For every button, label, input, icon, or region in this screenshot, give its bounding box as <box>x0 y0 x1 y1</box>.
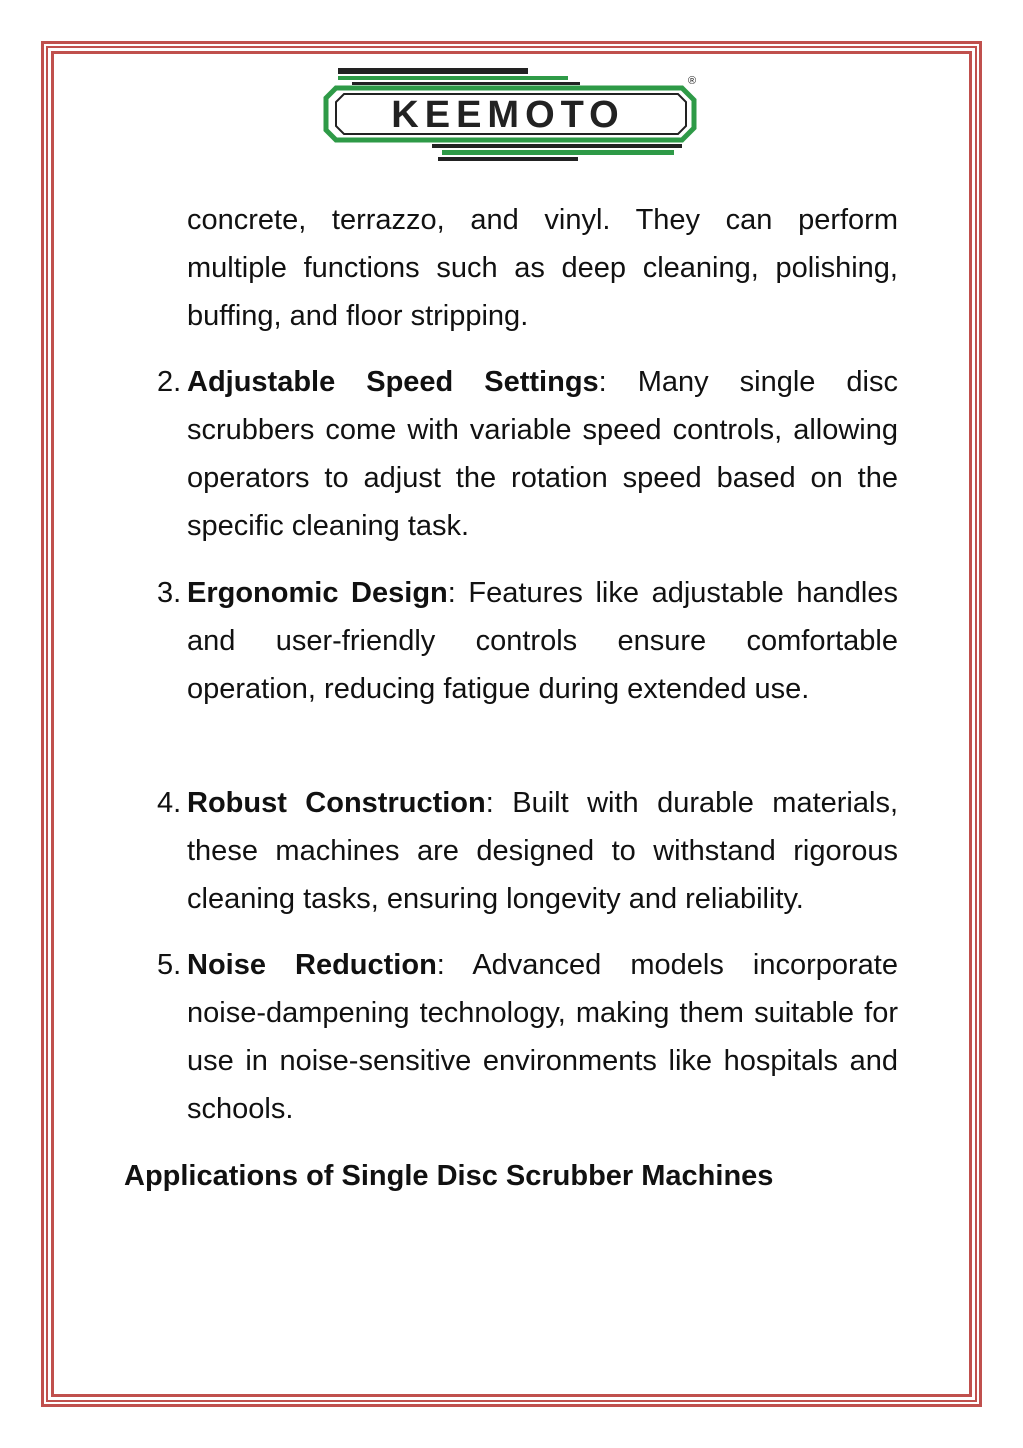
list-item: 5. Noise Reduction: Advanced models incorporate noise-dampening technology, making them suitable for use in noise-sensitive environments like hospitals and schools. <box>130 941 898 1133</box>
keemoto-logo <box>322 64 702 172</box>
list-item: 2. Adjustable Speed Settings: Many single disc scrubbers come with variable speed controls, allowing operators to adjust the rotation speed based on the specific cleaning task. <box>130 358 898 550</box>
item-title: Ergonomic Design <box>187 577 448 609</box>
item-title: Adjustable Speed Settings <box>187 366 599 398</box>
list-number: 4. <box>157 787 182 819</box>
item-text: Many single disc scrubbers come with variable speed controls, allowing operators to adjust the rotation speed based on the specific cleaning task. <box>187 366 898 542</box>
registered-mark: ® <box>688 75 697 87</box>
logo-wordmark: KEEMOTO <box>391 94 625 136</box>
item-text: Features like adjustable handles and user-friendly controls ensure comfortable operation, reducing fatigue during extended use. <box>187 577 898 705</box>
item-text: Built with durable materials, these machines are designed to withstand rigorous cleaning tasks, ensuring longevity and reliability. <box>187 787 899 915</box>
item-text: Advanced models incorporate noise-dampening technology, making them suitable for use in noise-sensitive environments like hospitals and schools. <box>187 949 898 1125</box>
list-number: 5. <box>157 949 182 981</box>
item-title: Noise Reduction <box>187 949 437 981</box>
section-heading: Applications of Single Disc Scrubber Machines <box>124 1160 774 1192</box>
list-number: 3. <box>157 577 182 609</box>
list-number: 2. <box>157 366 182 398</box>
list-item: 3. Ergonomic Design: Features like adjustable handles and user-friendly controls ensure comfortable operation, reducing fatigue during extended use. <box>130 569 898 713</box>
list-item: 4. Robust Construction: Built with durable materials, these machines are designed to withstand rigorous cleaning tasks, ensuring longevity and reliability. <box>130 779 898 923</box>
item-title: Robust Construction <box>187 787 486 819</box>
continued-paragraph: concrete, terrazzo, and vinyl. They can perform multiple functions such as deep cleaning, polishing, buffing, and floor stripping. <box>187 204 898 332</box>
